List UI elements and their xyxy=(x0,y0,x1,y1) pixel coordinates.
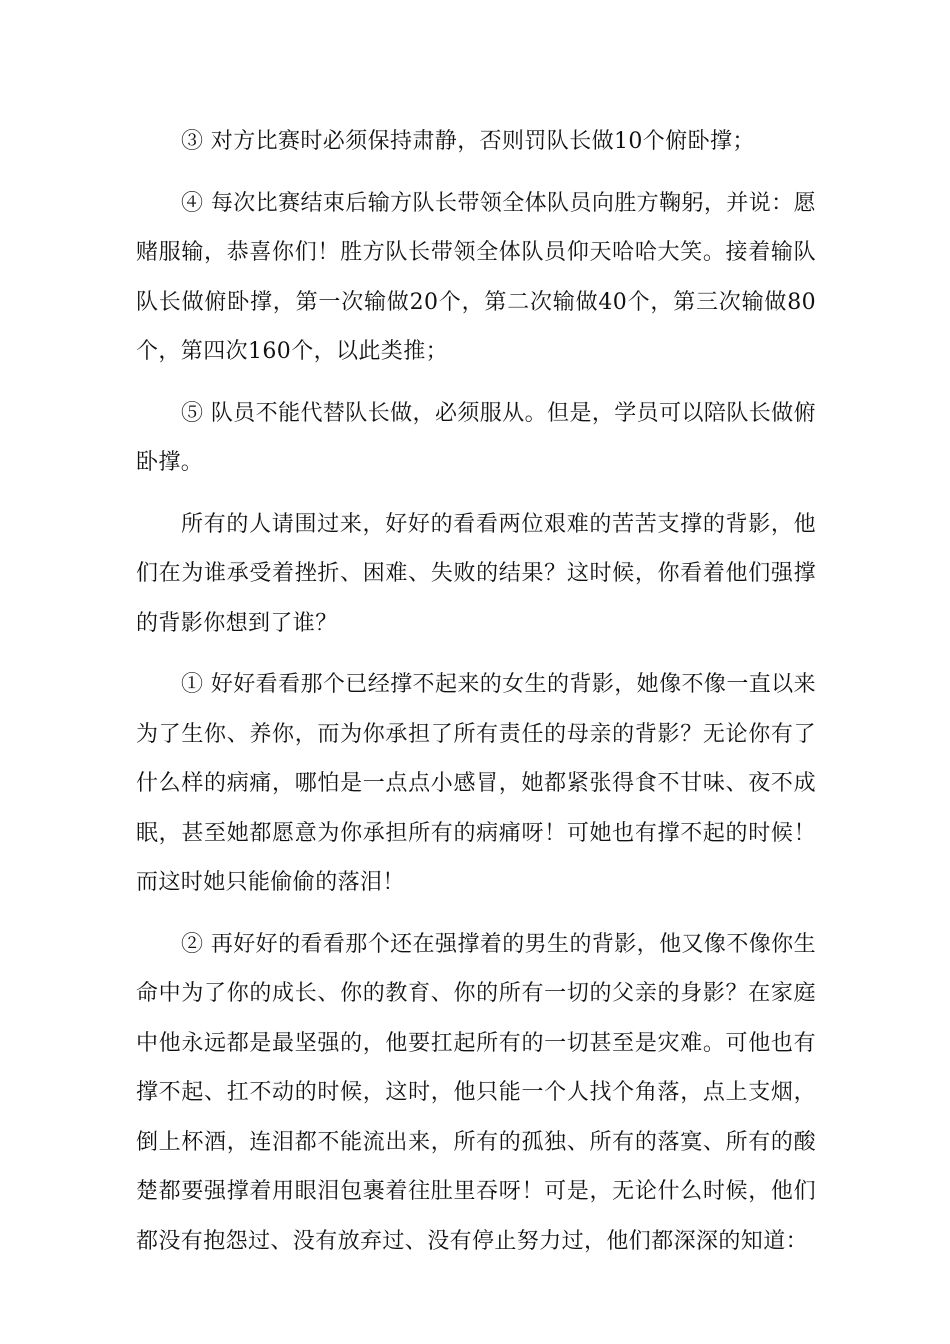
paragraph-father: ② 再好好的看看那个还在强撑着的男生的背影，他又像不像你生命中为了你的成长、你的教育、你的所有一切的父亲的身影？在家庭中他永远都是最坚强的，他要扛起所有的一切甚至是灾难。可他也有撑不起、扛不动的时候，这时，他只能一个人找个角落，点上支烟，倒上杯酒，连泪都不能流出来，所有的孤独、所有的落寞、所有的酸楚都要强撑着用眼泪包裹着往肚里吞呀！可是，无论什么时候，他们都没有抱怨过、没有放弃过、没有停止努力过，他们都深深的知道： xyxy=(136,931,816,1254)
paragraph-rule-4: ④ 每次比赛结束后输方队长带领全体队员向胜方鞠躬，并说：愿赌服输，恭喜你们！胜方队长带领全体队员仰天哈哈大笑。接着输队队长做俯卧撑，第一次输做20个，第二次输做40个，第三次输做80个，第四次160个，以此类推； xyxy=(136,190,816,364)
paragraph-rule-5: ⑤ 队员不能代替队长做，必须服从。但是，学员可以陪队长做俯卧撑。 xyxy=(136,400,816,475)
paragraph-mother: ① 好好看看那个已经撑不起来的女生的背影，她像不像一直以来为了生你、养你，而为你承担了所有责任的母亲的背影？无论你有了什么样的病痛，哪怕是一点点小感冒，她都紧张得食不甘味、夜不成眠，甚至她都愿意为你承担所有的病痛呀！可她也有撑不起的时候！而这时她只能偷偷的落泪！ xyxy=(136,672,816,895)
paragraph-rule-3: ③ 对方比赛时必须保持肃静，否则罚队长做10个俯卧撑； xyxy=(181,129,755,154)
document-body xyxy=(136,117,816,1266)
paragraph-gather-around: 所有的人请围过来，好好的看看两位艰难的苦苦支撑的背影，他们在为谁承受着挫折、困难、失败的结果？这时候，你看着他们强撑的背影你想到了谁？ xyxy=(136,511,816,636)
